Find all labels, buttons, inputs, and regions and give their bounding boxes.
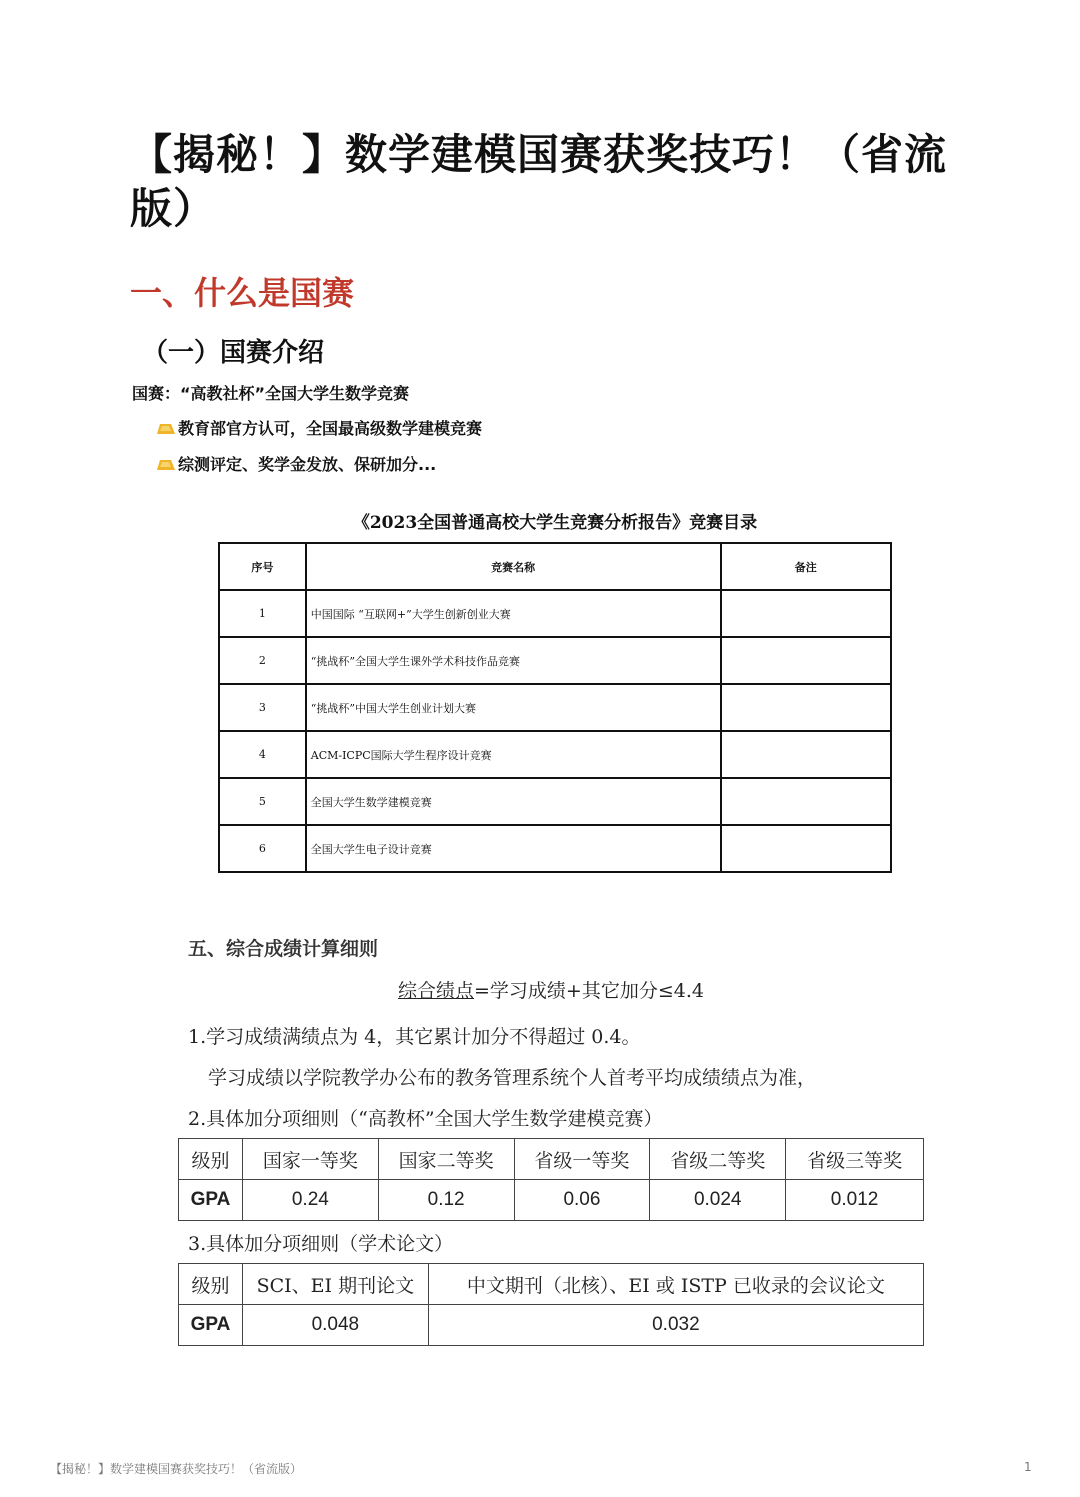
table-row (219, 684, 891, 731)
table-row (179, 1180, 924, 1221)
table-row (219, 731, 891, 778)
award-gpa-table (178, 1138, 924, 1221)
competition-name: ACM-ICPC国际大学生程序设计竞赛 (306, 731, 721, 778)
header-cell: 国家一等奖 (242, 1139, 378, 1180)
competition-name: 全国大学生电子设计竞赛 (306, 825, 721, 872)
gpa-value: 0.12 (378, 1180, 514, 1221)
bullet-text: 教育部官方认可，全国最高级数学建模竞赛 (178, 419, 483, 438)
gold-bar-icon (156, 457, 176, 471)
row-number: 5 (219, 778, 306, 825)
header-cell: 竞赛名称 (306, 543, 721, 590)
gpa-value: 0.06 (514, 1180, 650, 1221)
row-number: 1 (219, 590, 306, 637)
section-heading-1: 一、什么是国赛 (130, 274, 355, 312)
bullet-text: 综测评定、奖学金发放、保研加分... (178, 455, 437, 474)
header-cell: SCI、EI 期刊论文 (242, 1264, 428, 1305)
formula-right: =学习成绩+其它加分≤4.4 (474, 980, 704, 1002)
header-cell: 级别 (179, 1139, 243, 1180)
competition-name: 全国大学生数学建模竞赛 (306, 778, 721, 825)
bullet-item-2 (156, 452, 436, 475)
gpa-value: 0.024 (650, 1180, 786, 1221)
remark-cell (721, 825, 892, 872)
competition-table (218, 542, 892, 873)
remark-cell (721, 590, 892, 637)
remark-cell (721, 684, 892, 731)
report-caption: 《2023全国普通高校大学生竞赛分析报告》竞赛目录 (352, 513, 758, 533)
table-row (219, 637, 891, 684)
gpa-value: 0.012 (786, 1180, 924, 1221)
intro-text: 国赛：“高教社杯”全国大学生数学竞赛 (132, 384, 410, 403)
paper-gpa-table (178, 1263, 924, 1346)
remark-cell (721, 731, 892, 778)
table-row (219, 825, 891, 872)
row-number: 4 (219, 731, 306, 778)
grading-heading: 五、综合成绩计算细则 (188, 938, 379, 960)
header-cell: 省级二等奖 (650, 1139, 786, 1180)
table-header-row (219, 543, 891, 590)
remark-cell (721, 778, 892, 825)
table-header-row (179, 1139, 924, 1180)
remark-cell (721, 637, 892, 684)
gpa-label: GPA (179, 1305, 243, 1346)
bullet-item-1 (156, 416, 482, 439)
competition-name: “挑战杯”全国大学生课外学术科技作品竞赛 (306, 637, 721, 684)
header-cell: 国家二等奖 (378, 1139, 514, 1180)
formula-left: 综合绩点 (398, 980, 475, 1002)
table-row (219, 590, 891, 637)
gold-bar-icon (156, 421, 176, 435)
gpa-formula (178, 976, 924, 1003)
gpa-value: 0.24 (242, 1180, 378, 1221)
header-cell: 省级三等奖 (786, 1139, 924, 1180)
row-number: 3 (219, 684, 306, 731)
table-row (179, 1305, 924, 1346)
table-row (219, 778, 891, 825)
gpa-value: 0.032 (428, 1305, 923, 1346)
row-number: 6 (219, 825, 306, 872)
grading-item-2: 2.具体加分项细则（“高教杯”全国大学生数学建模竞赛） (188, 1108, 663, 1130)
gpa-value: 0.048 (242, 1305, 428, 1346)
table-header-row (179, 1264, 924, 1305)
grading-item-1-note: 学习成绩以学院教学办公布的教务管理系统个人首考平均成绩绩点为准， (208, 1067, 817, 1089)
grading-item-1: 1.学习成绩满绩点为 4，其它累计加分不得超过 0.4。 (188, 1026, 641, 1048)
page-number: 1 (1024, 1460, 1032, 1474)
header-cell: 中文期刊（北核）、EI 或 ISTP 已收录的会议论文 (428, 1264, 923, 1305)
competition-name: 中国国际 “互联网+”大学生创新创业大赛 (306, 590, 721, 637)
row-number: 2 (219, 637, 306, 684)
page-footer: 【揭秘！】数学建模国赛获奖技巧！（省流版） (50, 1462, 303, 1476)
page-title: 【揭秘！】数学建模国赛获奖技巧！（省流版） (130, 130, 948, 233)
header-cell: 级别 (179, 1264, 243, 1305)
header-cell: 省级一等奖 (514, 1139, 650, 1180)
header-cell: 备注 (721, 543, 892, 590)
grading-item-3: 3.具体加分项细则（学术论文） (188, 1233, 454, 1255)
gpa-label: GPA (179, 1180, 243, 1221)
competition-name: “挑战杯”中国大学生创业计划大赛 (306, 684, 721, 731)
subsection-heading-1: （一）国赛介绍 (142, 338, 325, 368)
header-cell: 序号 (219, 543, 306, 590)
